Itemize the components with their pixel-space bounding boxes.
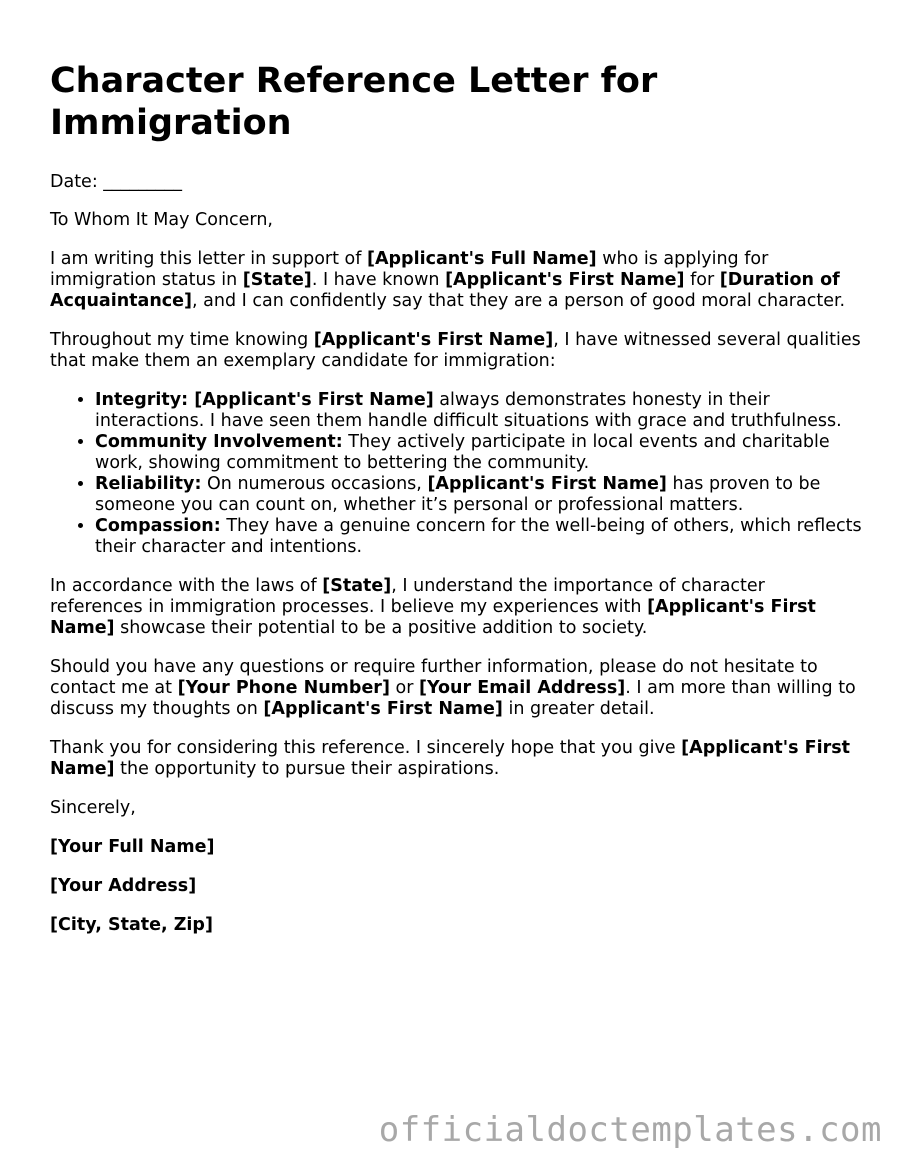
applicant-full-name-placeholder: [Applicant's Full Name] (366, 249, 597, 269)
duration-placeholder: [Duration of Acquaintance] (50, 270, 840, 311)
state-placeholder: [State] (322, 576, 392, 596)
phone-placeholder: [Your Phone Number] (177, 678, 390, 698)
paragraph-thanks: Thank you for considering this reference. I sincerely hope that you give [Applicant's First Name] the opportunity to pursue their aspirations. (50, 738, 851, 779)
paragraph-qualities-intro: Throughout my time knowing [Applicant's First Name], I have witnessed several qualities that make them an exemplary candidate for immigration: (50, 330, 861, 371)
applicant-first-name-placeholder: [Applicant's First Name] (313, 330, 554, 350)
applicant-first-name-placeholder: [Applicant's First Name] (263, 699, 503, 719)
applicant-first-name-placeholder: [Applicant's First Name] (50, 597, 816, 638)
paragraph-contact: Should you have any questions or require further information, please do not hesitate to contact me at [Your Phone Number] or [Your Email Address]. I am more than willing to discuss my thoughts on [Applicant's First Name] in greater detail. (50, 657, 856, 719)
signature-name: [Your Full Name] (50, 837, 215, 857)
list-item-integrity: • Integrity: [Applicant's First Name] always demonstrates honesty in their interactions. I have seen them handle difficult situations with grace and truthfulness. (95, 390, 862, 432)
letter-page (50, 60, 862, 954)
closing: Sincerely, (50, 798, 136, 818)
email-placeholder: [Your Email Address] (418, 678, 626, 698)
page-title: Character Reference Letter for Immigration (50, 61, 658, 143)
list-item-reliability: • Reliability: On numerous occasions, [Applicant's First Name] has proven to be someone you can count on, whether it’s personal or professional matters. (95, 474, 862, 516)
list-item-compassion: • Compassion: They have a genuine concern for the well-being of others, which reflects their character and intentions. (95, 516, 862, 558)
list-item-community-involvement: • Community Involvement: They actively participate in local events and charitable work, showing commitment to bettering the community. (95, 432, 862, 474)
applicant-first-name-placeholder: [Applicant's First Name] (50, 738, 851, 779)
applicant-first-name-placeholder: [Applicant's First Name] (445, 270, 685, 290)
watermark: officialdoctemplates.com (378, 1110, 882, 1150)
date-field: Date: _________ (50, 172, 183, 192)
applicant-first-name-placeholder: [Applicant's First Name] (427, 474, 667, 494)
salutation: To Whom It May Concern, (50, 210, 273, 230)
qualities-list (50, 390, 862, 558)
paragraph-laws: In accordance with the laws of [State], I understand the importance of character references in immigration processes. I believe my experiences with [Applicant's First Name] showcase their potential to be a positive addition to society. (50, 576, 816, 638)
applicant-first-name-placeholder: [Applicant's First Name] (188, 390, 434, 410)
paragraph-introduction: I am writing this letter in support of [Applicant's Full Name] who is applying for immigration status in [State]. I have known [Applicant's First Name] for [Duration of Acquaintance], and I can confidently say that they are a person of good moral character. (50, 249, 846, 311)
signature-city-state-zip: [City, State, Zip] (50, 915, 213, 935)
state-placeholder: [State] (242, 270, 312, 290)
signature-address: [Your Address] (50, 876, 197, 896)
